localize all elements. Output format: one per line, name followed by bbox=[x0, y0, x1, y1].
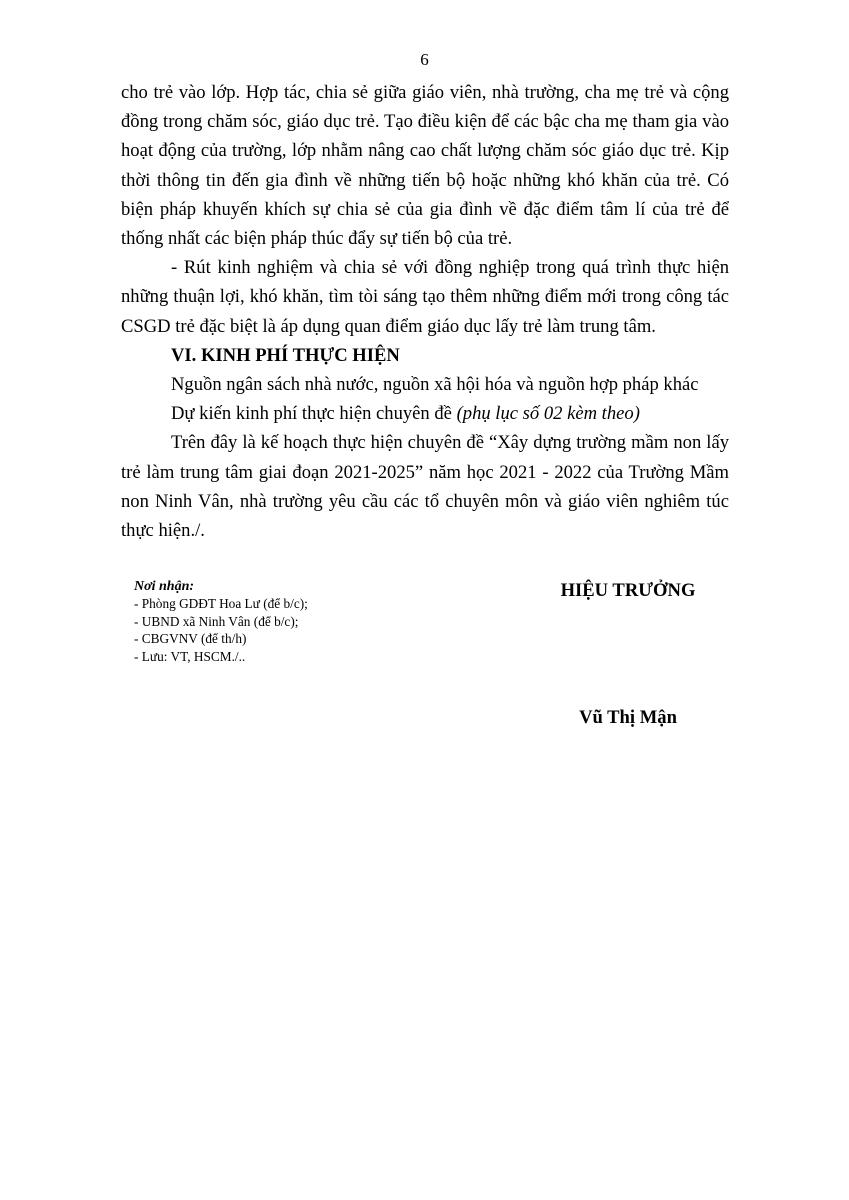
recipients-list bbox=[134, 595, 454, 665]
paragraph-family-cooperation: cho trẻ vào lớp. Hợp tác, chia sẻ giữa giáo viên, nhà trường, cha mẹ trẻ và cộng đồng trong chăm sóc, giáo dục trẻ. Tạo điều kiện để các bậc cha mẹ tham gia vào hoạt động của trường, lớp nhằm nâng cao chất lượng chăm sóc giáo dục trẻ. Kịp thời thông tin đến gia đình về những tiến bộ hoặc những khó khăn của trẻ. Có biện pháp khuyến khích sự chia sẻ của gia đình về đặc điểm tâm lí của trẻ để thống nhất các biện pháp thúc đẩy sự tiến bộ của trẻ. bbox=[121, 82, 729, 250]
document-body bbox=[121, 78, 729, 545]
estimated-cost-text: Dự kiến kinh phí thực hiện chuyên đề bbox=[171, 403, 457, 425]
recipient-item: - Lưu: VT, HSCM./.. bbox=[134, 648, 246, 664]
paragraph-experience-sharing: - Rút kinh nghiệm và chia sẻ với đồng nghiệp trong quá trình thực hiện những thuận lợi, khó khăn, tìm tòi sáng tạo thêm những điểm mới trong công tác CSGD trẻ đặc biệt là áp dụng quan điểm giáo dục lấy trẻ làm trung tâm. bbox=[121, 257, 729, 337]
page-number: 6 bbox=[420, 50, 429, 69]
recipients-title: Nơi nhận: bbox=[134, 579, 195, 594]
recipient-item: - Phòng GDĐT Hoa Lư (để b/c); bbox=[134, 596, 308, 612]
signer-title: HIỆU TRƯỞNG bbox=[560, 580, 696, 601]
section-heading-funding: VI. KINH PHÍ THỰC HIỆN bbox=[171, 344, 400, 366]
recipients-block bbox=[134, 578, 454, 665]
paragraph-estimated-cost bbox=[121, 399, 729, 428]
recipient-item: - UBND xã Ninh Vân (để b/c); bbox=[134, 613, 299, 629]
paragraph-conclusion: Trên đây là kế hoạch thực hiện chuyên đề “Xây dựng trường mầm non lấy trẻ làm trung tâm giai đoạn 2021-2025” năm học 2021 - 2022 của Trường Mầm non Ninh Vân, nhà trường yêu cầu các tổ chuyên môn và giáo viên nghiêm túc thực hiện./. bbox=[121, 432, 729, 542]
signer-name: Vũ Thị Mận bbox=[579, 707, 677, 728]
paragraph-funding-sources: Nguồn ngân sách nhà nước, nguồn xã hội hóa và nguồn hợp pháp khác bbox=[171, 374, 699, 396]
appendix-reference: (phụ lục số 02 kèm theo) bbox=[456, 403, 640, 425]
recipient-item: - CBGVNV (để th/h) bbox=[134, 631, 247, 647]
